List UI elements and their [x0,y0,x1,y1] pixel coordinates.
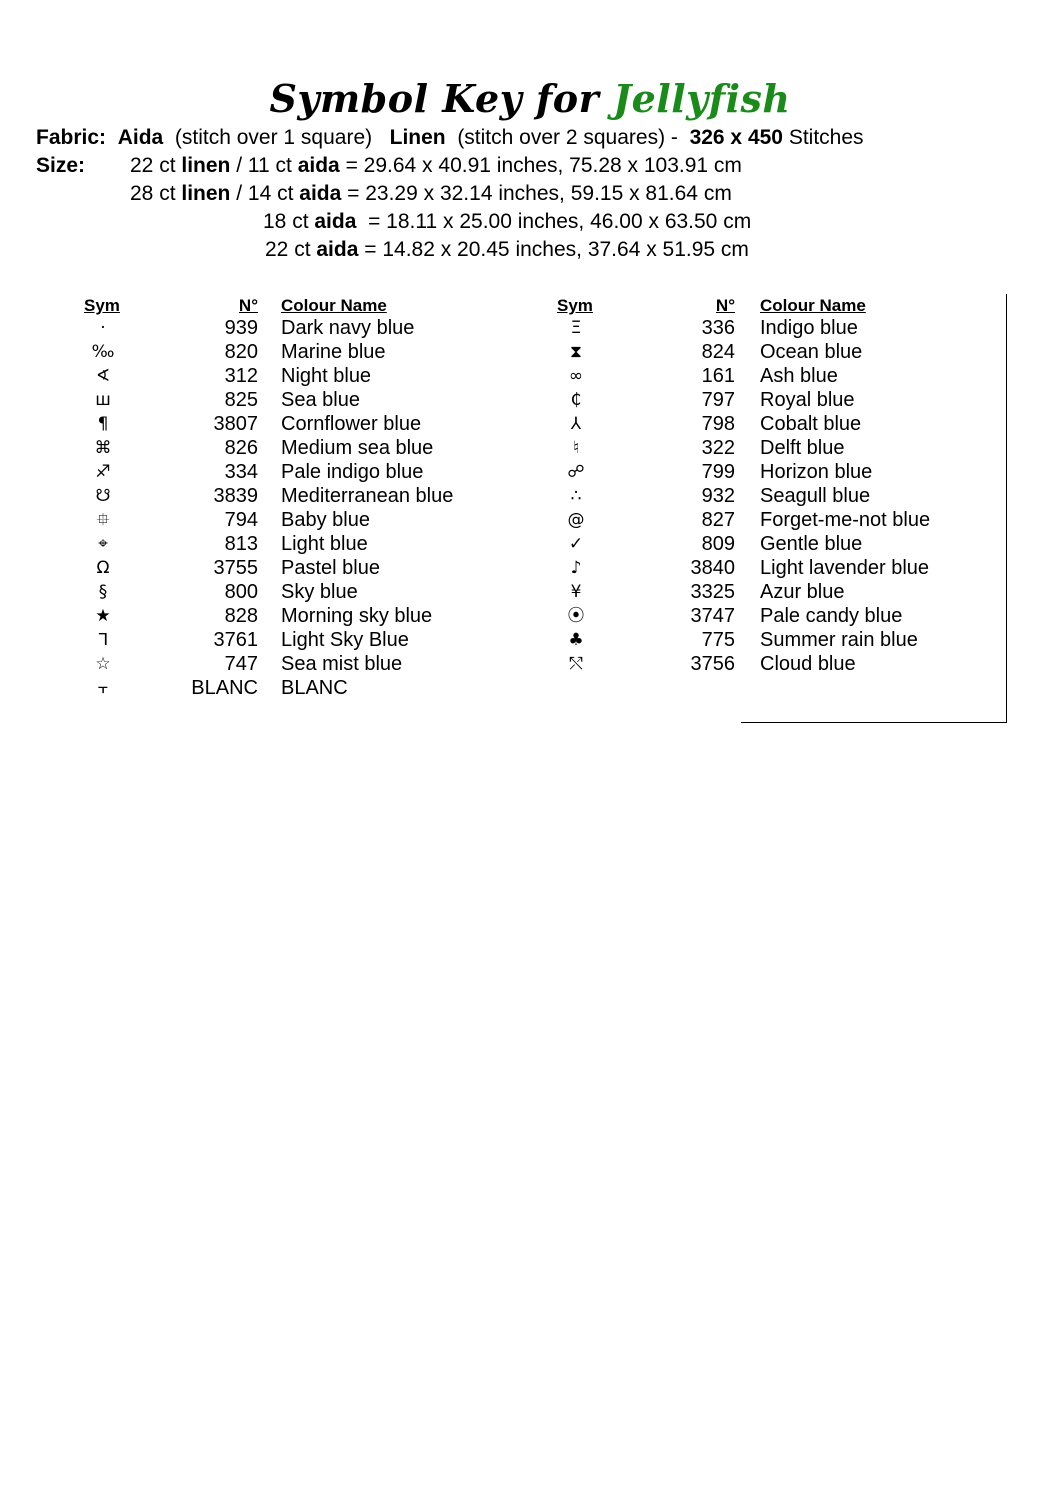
colour-number: 800 [224,581,258,603]
colour-number: 794 [224,509,258,531]
colour-number: 939 [224,317,258,339]
colour-name: Pastel blue [281,557,380,579]
symbol-glyph: ⧗ [570,342,582,362]
symbol-glyph: ⤲ [569,654,583,674]
symbol-glyph: @ [567,510,585,530]
colour-number: 3756 [690,653,735,675]
size-bold: linen [181,154,231,177]
colour-name: Royal blue [760,389,855,411]
fabric-linen: Linen [389,126,446,149]
colour-number: 312 [224,365,258,387]
colour-number: 322 [701,437,735,459]
symbol-glyph: ∞ [568,366,584,386]
size-text: 22 ct [265,238,317,261]
size-line-1 [36,154,742,178]
colour-number: 813 [224,533,258,555]
colour-number: 798 [701,413,735,435]
symbol-glyph: ⅄ [570,414,582,434]
colour-number: 824 [701,341,735,363]
colour-number: 799 [701,461,735,483]
table-row [0,508,1000,532]
fabric-aida-note: (stitch over 1 square) [174,126,373,149]
symbol-glyph: § [98,582,108,602]
colour-number: 3747 [690,605,735,627]
colour-number: 828 [224,605,258,627]
colour-name: Cornflower blue [281,413,422,435]
colour-name: Dark navy blue [281,317,415,339]
colour-name: Ocean blue [760,341,863,363]
size-label: Size: [36,154,86,177]
symbol-glyph: ¶ [97,414,109,434]
table-row [0,388,1000,412]
table-row [0,580,1000,604]
size-text: = 14.82 x 20.45 inches, 37.64 x 51.95 cm [358,238,749,261]
colour-number: 3840 [690,557,735,579]
colour-number: 3325 [690,581,735,603]
table-row [0,412,1000,436]
colour-name: Night blue [281,365,372,387]
table-row [0,652,1000,676]
colour-number: 827 [701,509,735,531]
header-num-right: N° [715,296,735,315]
colour-number: 3761 [213,629,258,651]
symbol-glyph: ‰ [91,342,115,362]
colour-name: Sea blue [281,389,360,411]
table-row [0,676,1000,700]
colour-name: Morning sky blue [281,605,433,627]
colour-name: Sea mist blue [281,653,403,675]
colour-name: Forget-me-not blue [760,509,931,531]
symbol-glyph: ♮ [572,438,580,458]
stitch-count: 326 x 450 [689,126,783,149]
colour-name: Pale candy blue [760,605,903,627]
colour-name: Ash blue [760,365,838,387]
table-row [0,604,1000,628]
fabric-aida: Aida [117,126,164,149]
header-sym-left: Sym [84,296,120,315]
table-border-right [1006,294,1007,722]
colour-number: 3807 [213,413,258,435]
fabric-label: Fabric: [36,126,107,149]
colour-name: Medium sea blue [281,437,434,459]
symbol-glyph: ш [95,390,111,410]
colour-name: Pale indigo blue [281,461,424,483]
symbol-glyph: ⦿ [567,606,585,626]
symbol-glyph: ♐ [95,462,111,482]
symbol-glyph: ⯐ [96,510,110,530]
colour-number: 826 [224,437,258,459]
colour-name: Light lavender blue [760,557,930,579]
symbol-glyph: ¥ [570,582,582,602]
colour-name: Azur blue [760,581,845,603]
size-text: 22 ct [130,154,182,177]
symbol-glyph: ⌘ [94,438,112,458]
fabric-line [36,126,864,150]
size-line-4 [265,238,749,262]
symbol-glyph: Ω [96,558,110,578]
symbol-glyph: ∴ [570,486,582,506]
size-text: = 29.64 x 40.91 inches, 75.28 x 103.91 cm [339,154,742,177]
colour-name: Summer rain blue [760,629,918,651]
colour-number: 820 [224,341,258,363]
table-row [0,316,1000,340]
symbol-glyph: ✓ [568,534,584,554]
size-text: / 11 ct [230,154,298,177]
page-title [0,76,1060,121]
size-bold: aida [297,154,340,177]
table-row [0,340,1000,364]
table-row [0,364,1000,388]
table-row [0,484,1000,508]
colour-number: 3755 [213,557,258,579]
size-text: 28 ct [130,182,182,205]
colour-name: Indigo blue [760,317,858,339]
colour-name: Baby blue [281,509,370,531]
header-name-left: Colour Name [281,296,387,315]
header-num-left: N° [238,296,258,315]
symbol-glyph: · [100,318,106,338]
size-bold: aida [316,238,359,261]
table-row [0,532,1000,556]
colour-number: 747 [224,653,258,675]
size-text: = 23.29 x 32.14 inches, 59.15 x 81.64 cm [341,182,732,205]
colour-number: 775 [701,629,735,651]
title-prefix: Symbol Key for [269,76,600,121]
symbol-glyph: Ξ [570,318,582,338]
table-row [0,436,1000,460]
table-border-bottom [741,722,1007,723]
colour-name: Horizon blue [760,461,873,483]
colour-number: 161 [701,365,735,387]
stitch-unit: Stitches [788,126,864,149]
header-sym-right: Sym [557,296,593,315]
symbol-glyph: ⫟ [97,678,109,698]
header-name-right: Colour Name [760,296,866,315]
symbol-glyph: ⌖ [98,534,108,554]
colour-name: Cobalt blue [760,413,862,435]
colour-name: Seagull blue [760,485,871,507]
colour-number: 809 [701,533,735,555]
table-row [0,460,1000,484]
colour-name: Marine blue [281,341,386,363]
size-text: 18 ct [263,210,315,233]
colour-name: Light blue [281,533,368,555]
symbol-glyph: ♣ [568,630,584,650]
colour-number: BLANC [191,677,258,699]
colour-number: 825 [224,389,258,411]
symbol-glyph: ☋ [95,486,111,506]
size-text: = 18.11 x 25.00 inches, 46.00 x 63.50 cm [356,210,752,233]
symbol-glyph: ★ [95,606,111,626]
table-row [0,628,1000,652]
colour-number: 3839 [213,485,258,507]
colour-name: Mediterranean blue [281,485,454,507]
symbol-glyph: ☆ [95,654,111,674]
colour-name: Cloud blue [760,653,856,675]
table-row [0,556,1000,580]
size-bold: aida [299,182,342,205]
size-line-3 [263,210,751,234]
colour-number: 336 [701,317,735,339]
colour-number: 797 [701,389,735,411]
colour-name: Delft blue [760,437,845,459]
symbol-glyph: ♪ [570,558,582,578]
colour-number: 334 [224,461,258,483]
colour-name: BLANC [281,677,348,699]
symbol-glyph: ᒣ [97,630,109,650]
colour-name: Sky blue [281,581,358,603]
fabric-linen-note: (stitch over 2 squares) - [457,126,678,149]
title-pattern-name: Jellyfish [613,76,791,121]
size-text: / 14 ct [230,182,300,205]
symbol-glyph: ☍ [567,462,585,482]
colour-name: Light Sky Blue [281,629,409,651]
colour-name: Gentle blue [760,533,863,555]
size-bold: aida [314,210,357,233]
symbol-glyph: ₵ [570,390,582,410]
symbol-glyph: ∢ [95,366,111,386]
size-line-2 [130,182,732,206]
size-bold: linen [181,182,231,205]
colour-number: 932 [701,485,735,507]
